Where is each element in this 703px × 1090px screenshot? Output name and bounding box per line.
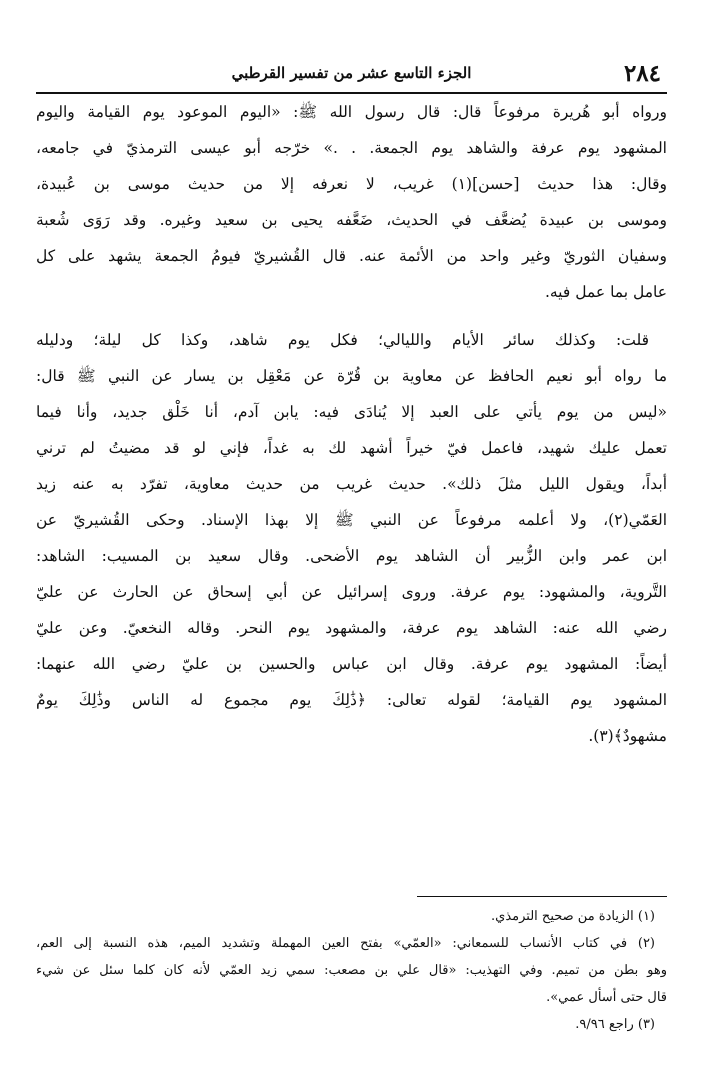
text-line: المشهود يوم القيامة؛ لقوله تعالى: ﴿ذَٰلِكَ يوم مجموع له الناس وذَٰلِكَ يومٌ [36, 691, 667, 709]
footnote-line: قال حتى أسأل عمي». [546, 990, 667, 1005]
footnote-divider [417, 896, 667, 897]
paragraph-gap [36, 310, 667, 322]
text-line: أيضاً: المشهود يوم عرفة. وقال ابن عباس والحسين بن عليّ رضي الله عنهما: [36, 655, 667, 673]
text-line: العَمّي(٢)، ولا أعلمه مرفوعاً عن النبي ﷺ إلا بهذا الإسناد. وحكى القُشيريّ عن [36, 511, 667, 529]
page-header [36, 58, 667, 94]
page-number: ٢٨٤ [623, 60, 661, 87]
text-line: مشهودٌ﴾(٣). [588, 727, 667, 745]
footnote-line: (١) الزيادة من صحيح الترمذي. [491, 909, 655, 924]
text-line: وسفيان الثوريّ وغير واحد من الأئمة عنه. قال القُشيريّ فيومُ الجمعة يشهد على كل [36, 247, 667, 265]
text-line: ما رواه أبو نعيم الحافظ عن معاوية بن قُرّة عن مَعْقِل بن يسار عن النبي ﷺ قال: [36, 367, 667, 385]
text-line: عامل بما عمل فيه. [544, 283, 667, 301]
text-line: تعمل عليك شهيد، فاعمل فيّ خيراً أشهد لك به غداً، فإني لو قد مضيتُ لم ترني [36, 439, 667, 457]
running-title: الجزء التاسع عشر من تفسير القرطبي [231, 64, 472, 82]
text-line: رضي الله عنه: الشاهد يوم عرفة، والمشهود يوم النحر. وقاله النخعيّ. وعن عليّ [36, 619, 667, 637]
footnote-line: (٢) في كتاب الأنساب للسمعاني: «العمّي» بفتح العين المهملة وتشديد الميم، هذه النسبة إلى العم، [36, 936, 655, 951]
text-line: ورواه أبو هُريرة مرفوعاً قال: قال رسول الله ﷺ: «اليوم الموعود يوم القيامة واليوم [36, 103, 667, 121]
text-line: وقال: هذا حديث [حسن](١) غريب، لا نعرفه إلا من حديث موسى بن عُبيدة، [36, 175, 667, 193]
main-text [36, 94, 667, 754]
text-line: التَّروية، والمشهود: يوم عرفة. وروى إسرائيل عن أبي إسحاق عن الحارث عن عليّ [36, 583, 667, 601]
footnotes [36, 903, 667, 1038]
footnote-line: (٣) راجع ٩/٩٦. [575, 1017, 655, 1032]
text-line: ابن عمر وابن الزُّبير أن الشاهد يوم الأضحى. وقال سعيد بن المسيب: الشاهد: [36, 547, 667, 565]
footnote-line: وهو بطن من تميم. وفي التهذيب: «قال علي بن مصعب: سمي زيد العمّي لأنه كان كلما سئل عن شيء [36, 963, 667, 978]
text-line: قلت: وكذلك سائر الأيام والليالي؛ فكل يوم شاهد، وكذا كل ليلة؛ ودليله [36, 331, 649, 349]
text-line: المشهود يوم عرفة والشاهد يوم الجمعة. . .» خرّجه أبو عيسى الترمذيّ في جامعه، [36, 139, 667, 157]
text-line: وموسى بن عبيدة يُضعَّف في الحديث، ضَعَّفه يحيى بن سعيد وغيره. وقد رَوَى شُعبة [36, 211, 667, 229]
text-line: «ليس من يوم يأتي على العبد إلا يُنادَى فيه: يابن آدم، أنا خَلْق جديد، وأنا فيما [36, 403, 667, 421]
text-line: أبداً، ويقول الليل مثلَ ذلك». حديث غريب من حديث معاوية، تفرّد به عنه زيد [36, 475, 667, 493]
